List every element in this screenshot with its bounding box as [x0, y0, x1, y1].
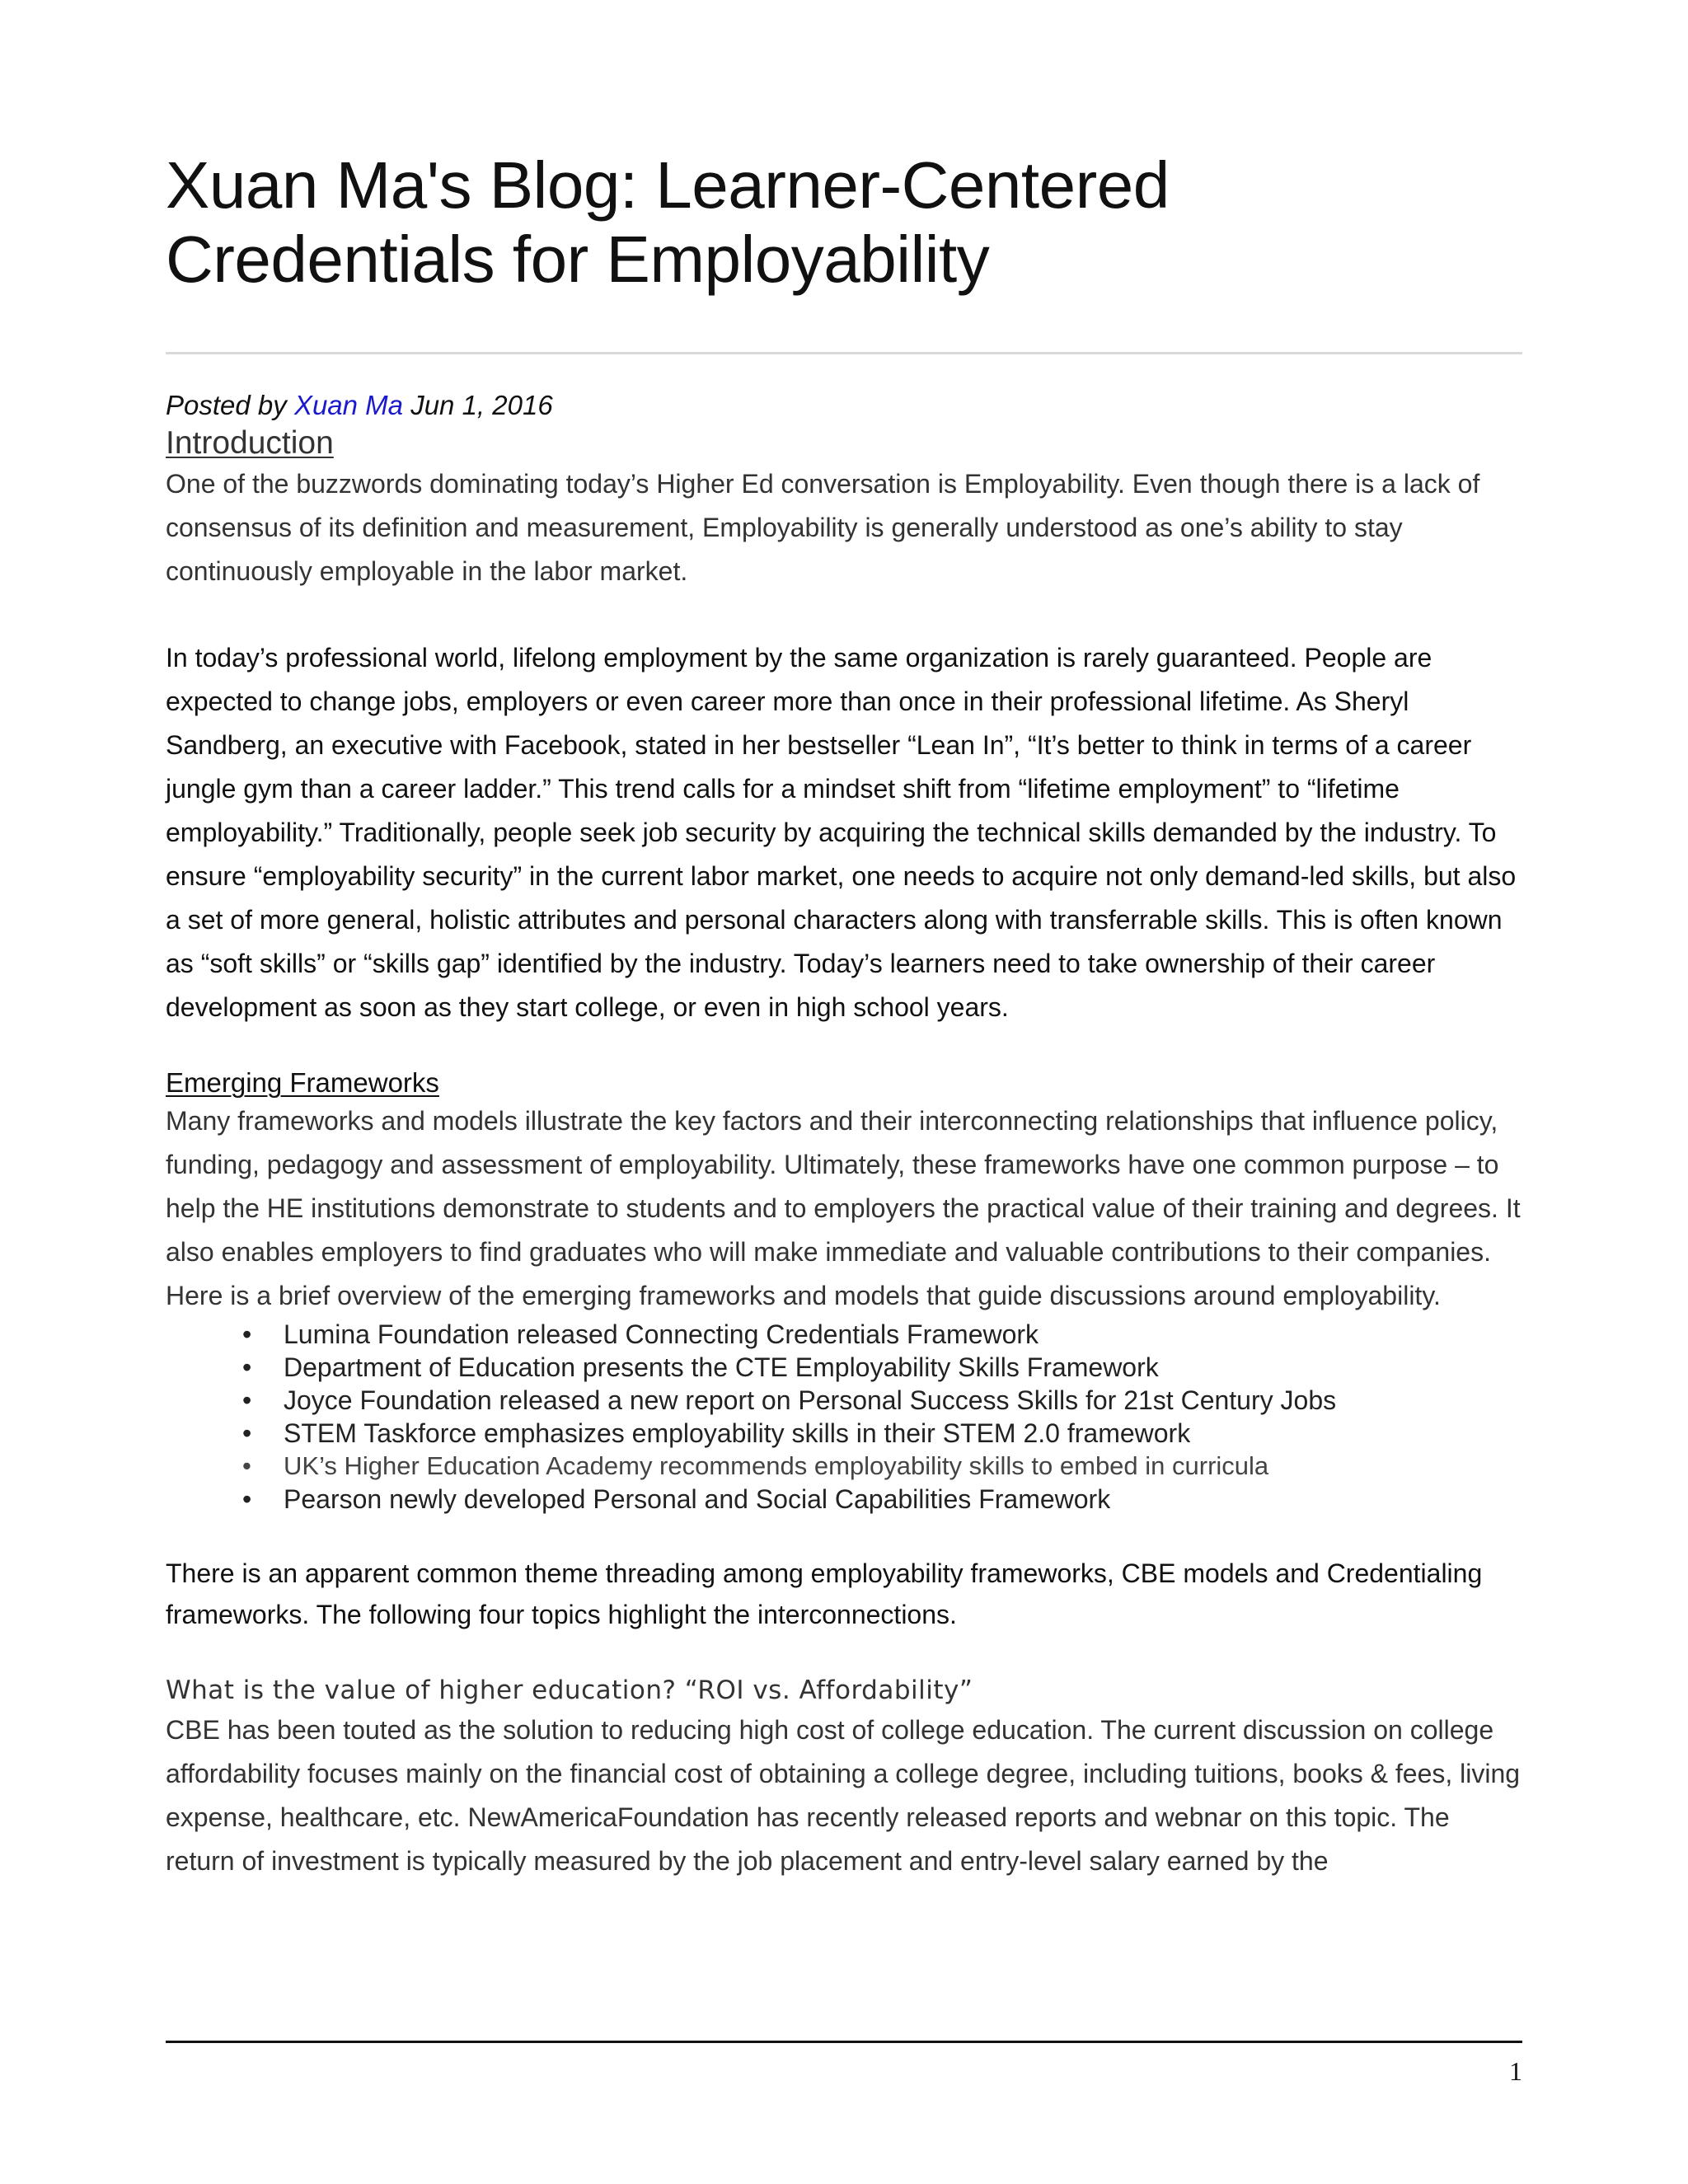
list-item-text: Pearson newly developed Personal and Social Capabilities Framework — [284, 1484, 1111, 1514]
title-line-2: Credentials for Employability — [166, 223, 990, 296]
list-item — [166, 1450, 1522, 1483]
byline — [166, 390, 1522, 421]
frameworks-heading: Emerging Frameworks — [166, 1067, 439, 1098]
list-item — [166, 1384, 1522, 1417]
post-date: Jun 1, 2016 — [403, 390, 553, 420]
bullet-icon: • — [242, 1385, 252, 1415]
list-item — [166, 1483, 1522, 1516]
byline-prefix: Posted by — [166, 390, 294, 420]
value-section-paragraph: CBE has been touted as the solution to reducing high cost of college education. The current discussion on college affordability focuses mainly on the financial cost of obtaining a college degree, including tuitions, books & fees, living expense, healthcare, etc. NewAmericaFoundation has recently released reports and webnar on this topic. The return of investment is typically measured by the job placement and entry-level salary earned by the — [166, 1715, 1521, 1876]
author-link[interactable]: Xuan Ma — [293, 390, 404, 420]
bullet-icon: • — [242, 1352, 252, 1382]
introduction-paragraph-2: In today’s professional world, lifelong employment by the same organization is rarely guaranteed. People are expected to change jobs, employers or even career more than once in their professional lifetime. As Sheryl Sandberg, an executive with Facebook, stated in her bestseller “Lean In”, “It’s better to think in terms of a career jungle gym than a career ladder.” This trend calls for a mindset shift from “lifetime employment” to “lifetime employability.” Traditionally, people seek job security by acquiring the technical skills demanded by the industry. To ensure “employability security” in the current labor market, one needs to acquire not only demand-led skills, but also a set of more general, holistic attributes and personal characters along with transferrable skills. This is often known as “soft skills” or “skills gap” identified by the industry. Today’s learners need to take ownership of their career development as soon as they start college, or even in high school years. — [166, 643, 1517, 1022]
list-item — [166, 1318, 1522, 1351]
paragraph-spacer — [166, 1516, 1522, 1553]
page-number: 1 — [1509, 2056, 1522, 2086]
frameworks-paragraph: Many frameworks and models illustrate the key factors and their interconnecting relationships that influence policy, funding, pedagogy and assessment of employability. Ultimately, these frameworks have one common purpose – to help the HE institutions demonstrate to students and to employers the practical value of their training and degrees. It also enables employers to find graduates who will make immediate and valuable contributions to their companies. Here is a brief overview of the emerging frameworks and models that guide discussions around employability. — [166, 1106, 1521, 1310]
list-item-text: STEM Taskforce emphasizes employability skills in their STEM 2.0 framework — [284, 1418, 1191, 1448]
value-section-heading: What is the value of higher education? “ROI vs. Affordability” — [166, 1675, 973, 1705]
list-item — [166, 1351, 1522, 1384]
footer-divider — [166, 2041, 1522, 2043]
frameworks-summary: There is an apparent common theme threading among employability frameworks, CBE models and Credentialing frameworks. The following four topics highlight the interconnections. — [166, 1558, 1483, 1629]
article — [166, 148, 1522, 1883]
bullet-icon: • — [242, 1418, 252, 1448]
page-title — [166, 148, 1522, 297]
introduction-paragraph-1: One of the buzzwords dominating today’s Higher Ed conversation is Employability. Even though there is a lack of consensus of its definition and measurement, Employability is generally understood as one’s ability to stay continuously employable in the labor market. — [166, 469, 1480, 586]
list-item-text: Department of Education presents the CTE Employability Skills Framework — [284, 1352, 1159, 1382]
title-divider — [166, 352, 1522, 354]
list-item-text: Lumina Foundation released Connecting Credentials Framework — [284, 1319, 1039, 1349]
frameworks-list — [166, 1318, 1522, 1516]
list-item — [166, 1417, 1522, 1450]
list-item-text: UK’s Higher Education Academy recommends employability skills to embed in curricula — [284, 1451, 1269, 1480]
introduction-heading: Introduction — [166, 425, 334, 461]
title-line-1: Xuan Ma's Blog: Learner-Centered — [166, 148, 1170, 222]
list-item-text: Joyce Foundation released a new report on Personal Success Skills for 21st Century Jobs — [284, 1385, 1337, 1415]
bullet-icon: • — [242, 1319, 252, 1349]
paragraph-spacer — [166, 1029, 1522, 1066]
paragraph-spacer — [166, 1635, 1522, 1672]
bullet-icon: • — [242, 1484, 252, 1514]
paragraph-spacer — [166, 593, 1522, 636]
bullet-icon: • — [242, 1451, 251, 1480]
